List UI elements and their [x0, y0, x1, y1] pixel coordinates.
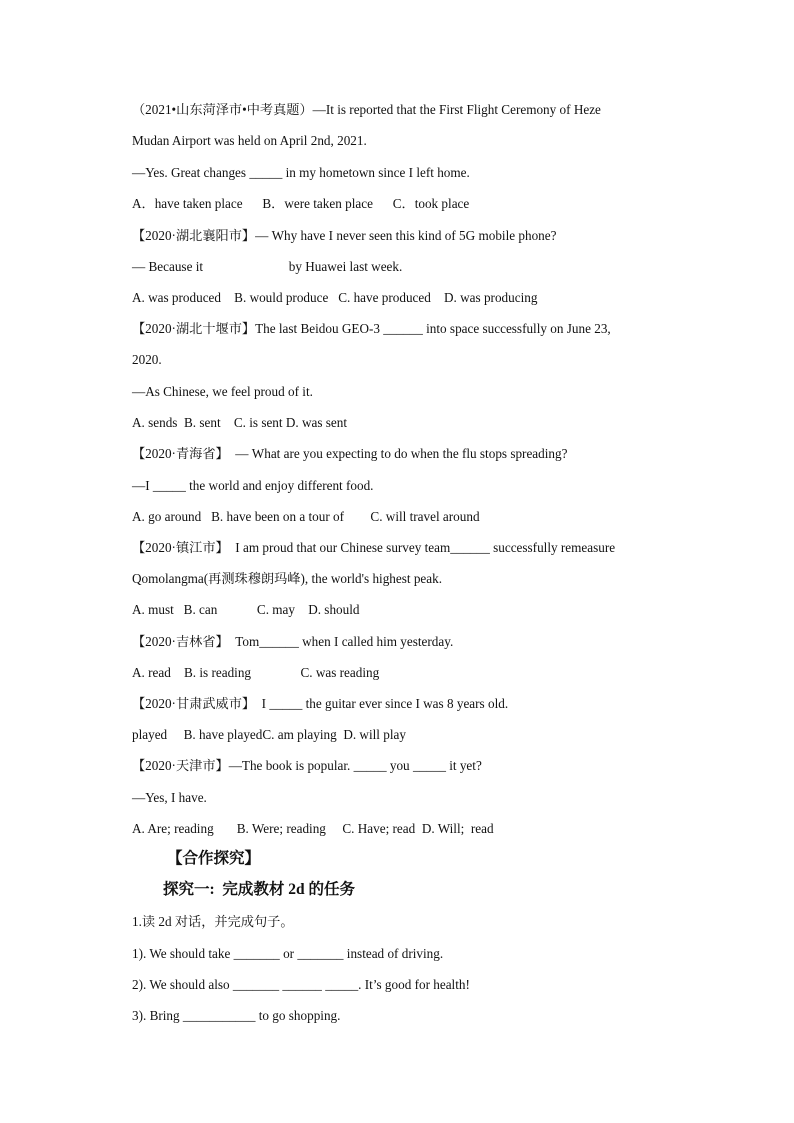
question-8-reply: —Yes, I have. — [132, 790, 207, 805]
subsection-title: 探究一: 完成教材 2d 的任务 — [163, 881, 356, 898]
question-1-stem-cont: Mudan Airport was held on April 2nd, 2021. — [132, 133, 367, 148]
question-1-reply: —Yes. Great changes _____ in my hometown since I left home. — [132, 165, 470, 180]
section-title: 【合作探究】 — [167, 850, 261, 867]
question-3-stem: 【2020·湖北十堰市】The last Beidou GEO-3 ______ into space successfully on June 23, — [132, 321, 611, 336]
question-5-options: A. must B. can C. may D. should — [132, 602, 360, 617]
question-2-reply: — Because it by Huawei last week. — [132, 259, 403, 274]
question-3-reply: —As Chinese, we feel proud of it. — [132, 384, 313, 399]
question-2-options: A. was produced B. would produce C. have produced D. was producing — [132, 290, 538, 305]
question-8-options: A. Are; reading B. Were; reading C. Have; read D. Will; read — [132, 821, 494, 836]
question-4-stem: 【2020·青海省】 — What are you expecting to do when the flu stops spreading? — [132, 446, 568, 461]
question-5-stem: 【2020·镇江市】 I am proud that our Chinese survey team______ successfully remeasure — [132, 540, 616, 555]
question-8-stem: 【2020·天津市】—The book is popular. _____ you _____ it yet? — [132, 758, 482, 773]
question-3-options: A. sends B. sent C. is sent D. was sent — [132, 415, 348, 430]
question-4-options: A. go around B. have been on a tour of C. will travel around — [132, 509, 480, 524]
question-6-stem: 【2020·吉林省】 Tom______ when I called him yesterday. — [132, 634, 454, 649]
question-1-options: A．have taken place B．were taken place C．took place — [132, 196, 470, 211]
question-1-stem: （2021•山东菏泽市•中考真题）—It is reported that the First Flight Ceremony of Heze — [132, 102, 601, 117]
task-sentence-1: 1). We should take _______ or _______ instead of driving. — [132, 946, 444, 961]
question-7-stem: 【2020·甘肃武威市】 I _____ the guitar ever since I was 8 years old. — [132, 696, 509, 711]
question-2-stem: 【2020·湖北襄阳市】— Why have I never seen this kind of 5G mobile phone? — [132, 228, 557, 243]
task-sentence-2: 2). We should also _______ ______ _____. It’s good for health! — [132, 977, 470, 992]
task-instruction: 1.读 2d 对话，并完成句子。 — [132, 914, 294, 929]
question-3-stem-cont: 2020. — [132, 352, 162, 367]
question-4-reply: —I _____ the world and enjoy different food. — [132, 478, 374, 493]
task-sentence-3: 3). Bring ___________ to go shopping. — [132, 1008, 341, 1023]
question-6-options: A. read B. is reading C. was reading — [132, 665, 380, 680]
question-5-stem-cont: Qomolangma(再测珠穆朗玛峰), the world's highest peak. — [132, 571, 443, 586]
question-7-options: played B. have playedC. am playing D. will play — [132, 727, 406, 742]
